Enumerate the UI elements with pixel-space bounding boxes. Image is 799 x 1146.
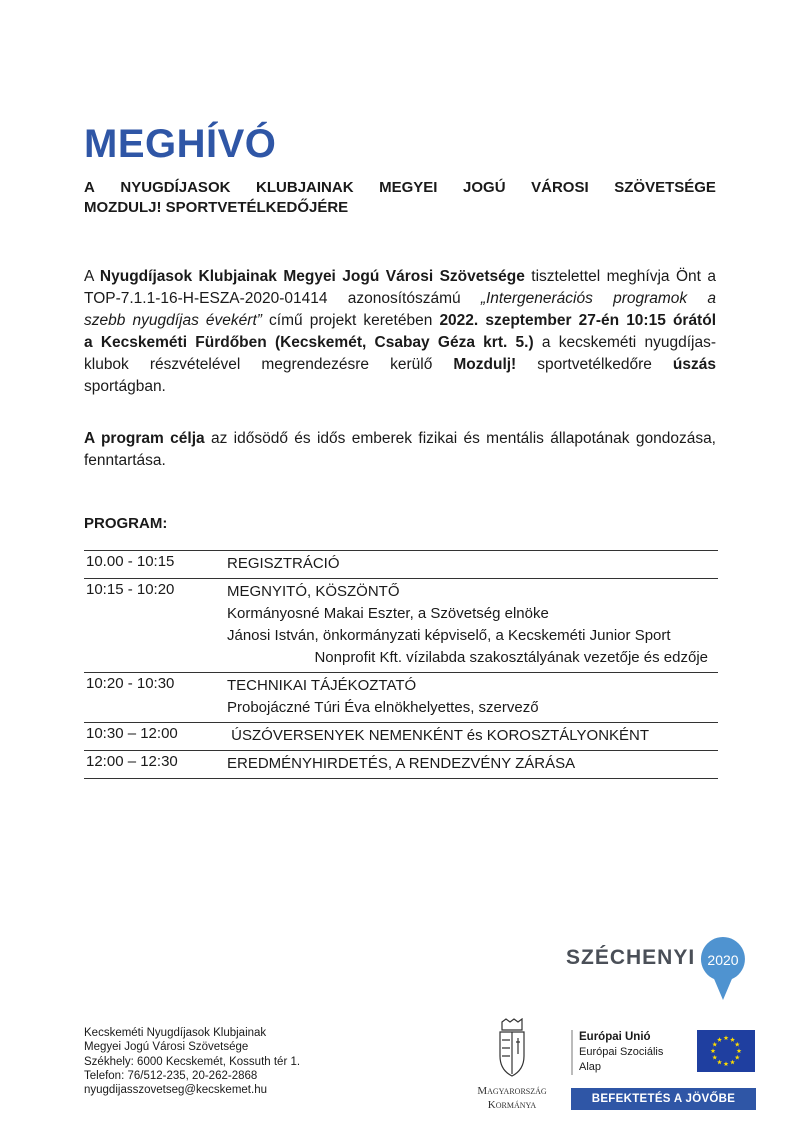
intro-line: sportágban. [84, 378, 166, 395]
sport-name: úszás [672, 356, 716, 373]
goal-line [84, 428, 716, 450]
schedule-row [84, 722, 718, 750]
schedule-row [84, 672, 718, 722]
eu-star-icon [712, 1055, 717, 1060]
hungarian-government-logo [462, 1018, 562, 1114]
intro-line [84, 266, 716, 288]
text: tisztelettel meghívja Önt a [524, 268, 716, 285]
eu-line: Európai Unió [579, 1031, 651, 1043]
eu-fund-text [571, 1030, 663, 1075]
text: című projekt keretében [261, 312, 440, 329]
page-title: MEGHÍVÓ [84, 122, 277, 166]
text: klubok részvételével megrendezésre kerülő [84, 356, 454, 373]
subtitle-word: SZÖVETSÉGE [614, 179, 716, 196]
intro-line [84, 310, 716, 332]
text: a kecskeméti nyugdíjas- [533, 334, 717, 351]
program-heading: PROGRAM: [84, 515, 168, 532]
schedule-row [84, 578, 718, 672]
footer-line: Telefon: 76/512-235, 20-262-2868 [84, 1069, 258, 1082]
eu-star-icon [735, 1055, 740, 1060]
eu-star-icon [712, 1042, 717, 1047]
schedule-item-text: Jánosi István, önkormányzati képviselő, a Kecskeméti Junior Sport [227, 627, 671, 644]
eu-star-icon [730, 1037, 735, 1042]
intro-line [84, 288, 716, 310]
subtitle-word: JOGÚ [463, 179, 506, 196]
footer-line: Székhely: 6000 Kecskemét, Kossuth tér 1. [84, 1055, 301, 1068]
eu-line: Alap [579, 1061, 602, 1073]
szechenyi-text: SZÉCHENYI [566, 946, 696, 969]
subtitle-word: KLUBJAINAK [256, 179, 354, 196]
schedule-table [84, 550, 718, 779]
eu-star-icon [711, 1048, 716, 1053]
eu-slogan-banner: BEFEKTETÉS A JÖVŐBE [571, 1088, 756, 1110]
subtitle-word: A [84, 179, 95, 196]
organization-name: Nyugdíjasok Klubjainak Megyei Jogú Városi Szövetsége [99, 268, 525, 285]
coat-of-arms-icon [500, 1019, 524, 1076]
schedule-item-text: MEGNYITÓ, KÖSZÖNTŐ [227, 583, 400, 600]
gov-name-line2: Kormánya [487, 1099, 537, 1111]
event-name: Mozdulj! [453, 356, 517, 373]
event-date: 2022. szeptember 27-én 10:15 órától [439, 312, 716, 329]
schedule-time: 12:00 – 12:30 [86, 753, 178, 770]
schedule-row [84, 750, 718, 779]
schedule-item-text: Kormányosné Makai Eszter, a Szövetség elnöke [227, 605, 549, 622]
subtitle-line-1 [84, 178, 716, 198]
schedule-item-text: TECHNIKAI TÁJÉKOZTATÓ [227, 677, 417, 694]
text: sportvetélkedőre [516, 356, 673, 373]
text: az idősödő és idős emberek fizikai és mentális állapotának gondozása, [204, 430, 716, 447]
eu-star-icon [724, 1035, 729, 1040]
program-goal [84, 428, 716, 472]
goal-line: fenntartása. [84, 452, 166, 469]
text: TOP-7.1.1-16-H-ESZA-2020-01414 azonosítószámú [84, 290, 481, 307]
szechenyi-year: 2020 [707, 952, 739, 968]
eu-star-icon [724, 1061, 729, 1066]
eu-star-icon [717, 1060, 722, 1065]
event-location: a Kecskeméti Fürdőben (Kecskemét, Csabay Géza krt. 5.) [84, 334, 534, 351]
schedule-item-text: ÚSZÓVERSENYEK NEMENKÉNT és KOROSZTÁLYONKÉNT [227, 727, 650, 744]
gov-name-line1: Magyarország [477, 1085, 547, 1097]
eu-flag-icon [697, 1030, 755, 1072]
project-title: „Intergenerációs programok a [480, 290, 716, 307]
intro-line [84, 354, 716, 376]
subtitle-word: VÁROSI [531, 179, 589, 196]
footer-address [84, 1026, 300, 1097]
schedule-time: 10:20 - 10:30 [86, 675, 175, 692]
schedule-item-text: REGISZTRÁCIÓ [227, 555, 340, 572]
eu-star-icon [737, 1048, 742, 1053]
eu-star-icon [730, 1060, 735, 1065]
text: A [84, 268, 100, 285]
subtitle-line-2: MOZDULJ! SPORTVETÉLKEDŐJÉRE [84, 199, 349, 216]
schedule-item-text: Probojáczné Túri Éva elnökhelyettes, szervező [227, 699, 539, 716]
footer-line: Megyei Jogú Városi Szövetsége [84, 1041, 249, 1054]
subtitle-word: MEGYEI [379, 179, 438, 196]
szechenyi-2020-logo [566, 934, 756, 1004]
eu-star-icon [717, 1037, 722, 1042]
footer-email: nyugdijasszovetseg@kecskemet.hu [84, 1084, 267, 1097]
project-title: szebb nyugdíjas évekért” [84, 312, 262, 329]
intro-paragraph [84, 266, 716, 398]
schedule-item-text: EREDMÉNYHIRDETÉS, A RENDEZVÉNY ZÁRÁSA [227, 755, 576, 772]
schedule-time: 10:15 - 10:20 [86, 581, 175, 598]
goal-label: A program célja [84, 430, 205, 447]
schedule-item-text: Nonprofit Kft. vízilabda szakosztályának vezetője és edzője [314, 649, 708, 666]
footer-line: Kecskeméti Nyugdíjasok Klubjainak [84, 1027, 267, 1039]
eu-line: Európai Szociális [579, 1046, 664, 1058]
eu-star-icon [735, 1042, 740, 1047]
invitation-subtitle [84, 178, 716, 218]
subtitle-word: NYUGDÍJASOK [120, 179, 231, 196]
schedule-time: 10:30 – 12:00 [86, 725, 178, 742]
schedule-time: 10.00 - 10:15 [86, 553, 175, 570]
intro-line [84, 332, 716, 354]
eu-funding-logo [571, 1030, 756, 1110]
schedule-row [84, 550, 718, 578]
